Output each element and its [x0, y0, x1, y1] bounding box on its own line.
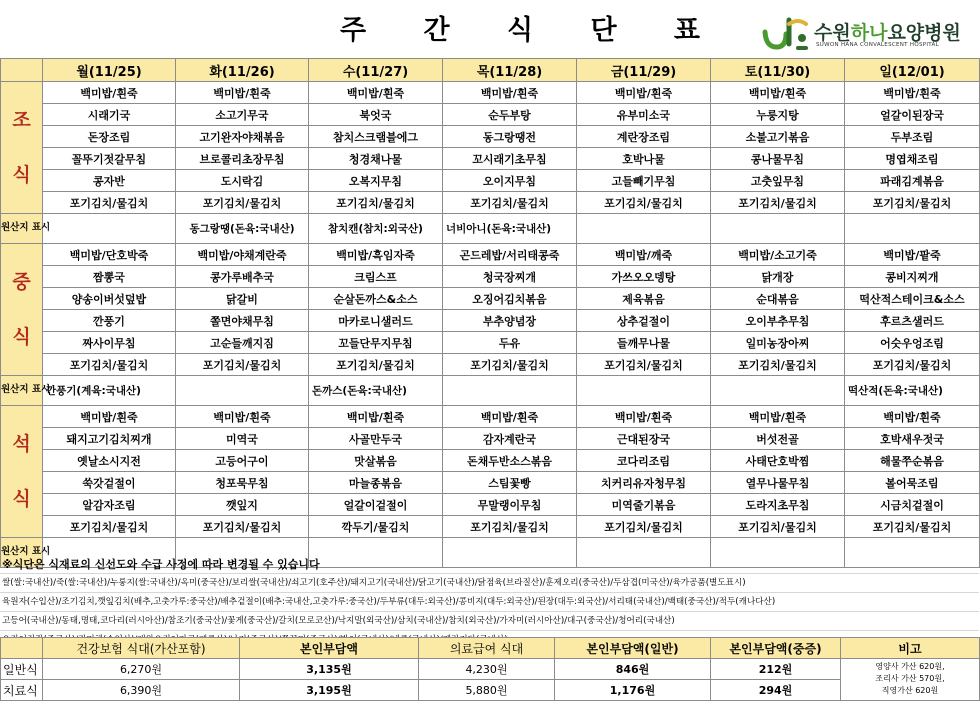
menu-item: 콩나물무침	[711, 148, 845, 170]
hospital-logo-icon	[762, 14, 810, 54]
menu-item: 옛날소시지전	[43, 450, 176, 472]
origin-label: 원산지 표시	[1, 214, 43, 244]
menu-item: 고기완자야채볶음	[176, 126, 309, 148]
menu-item: 맛살볶음	[309, 450, 443, 472]
menu-item: 돼지고기김치찌개	[43, 428, 176, 450]
menu-item: 백미밥/흰죽	[43, 82, 176, 104]
menu-item: 백미밥/흰죽	[845, 82, 980, 104]
menu-item: 청포묵무침	[176, 472, 309, 494]
menu-item: 감자계란국	[443, 428, 577, 450]
price-row-label: 치료식	[1, 680, 43, 701]
lunch-origin-row	[1, 376, 980, 406]
menu-item: 돈장조림	[43, 126, 176, 148]
price-header: 건강보험 식대(가산포함)	[43, 638, 240, 659]
price-header: 본인부담액	[240, 638, 419, 659]
price-row	[1, 659, 980, 680]
menu-item: 순대볶음	[711, 288, 845, 310]
breakfast-origin-row	[1, 214, 980, 244]
origin-note	[711, 376, 845, 406]
breakfast-row	[1, 82, 980, 104]
memo-line: 영양사 가산 620원,	[875, 662, 945, 671]
menu-item: 치커리유자청무침	[577, 472, 711, 494]
menu-item: 시금치겉절이	[845, 494, 980, 516]
meal-label-char: 식	[12, 487, 31, 510]
menu-item: 오이부추무침	[711, 310, 845, 332]
lunch-row	[1, 310, 980, 332]
menu-item: 마카로니샐러드	[309, 310, 443, 332]
menu-item: 포기김치/물김치	[711, 516, 845, 538]
price-header: 비고	[841, 638, 980, 659]
menu-item: 포기김치/물김치	[309, 354, 443, 376]
menu-item: 파래김계볶음	[845, 170, 980, 192]
origin-note: 참치캔(참치:외국산)	[309, 214, 443, 244]
menu-item: 백미밥/흰죽	[176, 82, 309, 104]
menu-item: 포기김치/물김치	[176, 192, 309, 214]
memo-line: 직영가산 620원	[881, 686, 939, 695]
page-title: 주 간 식 단 표	[340, 15, 725, 46]
dinner-row	[1, 494, 980, 516]
origin-note-line: 고등어(국내산)/동태,명태,코다리(러시아산)/참조기(중국산)/꽃게(중국산)/갈치(모로코산)/낙지말(외국산)/삼치(국내산)/참치(외국산)/가자미(러시아산)/대구(중국산)/청어리(국내산)	[0, 612, 979, 631]
origin-note	[43, 214, 176, 244]
menu-item: 고들빼기무침	[577, 170, 711, 192]
price-cell: 4,230원	[419, 659, 555, 680]
menu-item: 콩비지찌개	[845, 266, 980, 288]
menu-item: 고순들깨지짐	[176, 332, 309, 354]
day-header: 토(11/30)	[711, 59, 845, 82]
change-notice: ※식단은 식재료의 신선도와 수급 사정에 따라 변경될 수 있습니다	[0, 555, 979, 574]
menu-item: 명엽채조림	[845, 148, 980, 170]
meal-label-char: 식	[12, 163, 31, 186]
dinner-row	[1, 406, 980, 428]
menu-item: 쫄면야채무침	[176, 310, 309, 332]
menu-item: 닭개장	[711, 266, 845, 288]
menu-item: 청국장찌개	[443, 266, 577, 288]
menu-item: 포기김치/물김치	[577, 192, 711, 214]
dinner-row	[1, 428, 980, 450]
menu-item: 백미밥/흰죽	[309, 406, 443, 428]
memo-line: 조리사 가산 570원,	[875, 674, 945, 683]
meal-label-char: 중	[12, 271, 31, 294]
menu-item: 버섯전골	[711, 428, 845, 450]
breakfast-row	[1, 170, 980, 192]
origin-note	[711, 214, 845, 244]
menu-item: 두유	[443, 332, 577, 354]
menu-item: 오이지무침	[443, 170, 577, 192]
menu-item: 브로콜리초장무침	[176, 148, 309, 170]
menu-item: 포기김치/물김치	[43, 354, 176, 376]
breakfast-label	[1, 82, 43, 214]
menu-item: 소고기무국	[176, 104, 309, 126]
menu-item: 순두부탕	[443, 104, 577, 126]
menu-item: 동그랑땡전	[443, 126, 577, 148]
menu-item: 볼어묵조림	[845, 472, 980, 494]
menu-item: 호박나물	[577, 148, 711, 170]
menu-item: 돈채두반소스볶음	[443, 450, 577, 472]
menu-item: 포기김치/물김치	[176, 354, 309, 376]
dinner-row	[1, 516, 980, 538]
weekly-menu-table	[0, 58, 980, 568]
origin-note: 떡산적(돈육:국내산)	[845, 376, 980, 406]
lunch-row	[1, 354, 980, 376]
notes-section	[0, 555, 979, 650]
menu-item: 곤드레밥/서리태콩죽	[443, 244, 577, 266]
meal-label-char: 식	[12, 325, 31, 348]
menu-item: 사골만두국	[309, 428, 443, 450]
menu-item: 백미밥/팥죽	[845, 244, 980, 266]
menu-item: 백미밥/흰죽	[711, 406, 845, 428]
menu-item: 백미밥/흰죽	[443, 406, 577, 428]
day-header: 월(11/25)	[43, 59, 176, 82]
menu-item: 코다리조림	[577, 450, 711, 472]
price-header: 본인부담액(중증)	[711, 638, 841, 659]
hospital-name: 수원하나요양병원	[814, 22, 961, 44]
price-cell: 294원	[711, 680, 841, 701]
menu-item: 짬뽕국	[43, 266, 176, 288]
menu-item: 백미밥/흰죽	[577, 82, 711, 104]
menu-item: 해물쭈순볶음	[845, 450, 980, 472]
origin-label: 원산지 표시	[1, 538, 43, 568]
menu-item: 북엇국	[309, 104, 443, 126]
breakfast-row	[1, 126, 980, 148]
menu-item: 얼갈이겉절이	[309, 494, 443, 516]
price-corner	[1, 638, 43, 659]
price-cell: 3,195원	[240, 680, 419, 701]
menu-item: 도시락김	[176, 170, 309, 192]
meal-label-char: 석	[12, 433, 31, 456]
menu-item: 계란장조림	[577, 126, 711, 148]
menu-item: 부추양념장	[443, 310, 577, 332]
price-row-label: 일반식	[1, 659, 43, 680]
price-cell: 1,176원	[555, 680, 711, 701]
menu-item: 깻잎지	[176, 494, 309, 516]
price-cell: 212원	[711, 659, 841, 680]
menu-item: 크림스프	[309, 266, 443, 288]
menu-item: 누룽지탕	[711, 104, 845, 126]
menu-item: 순살돈까스&소스	[309, 288, 443, 310]
origin-note	[176, 376, 309, 406]
menu-item: 시래기국	[43, 104, 176, 126]
origin-note	[443, 376, 577, 406]
origin-note: 깐풍기(계육:국내산)	[43, 376, 176, 406]
origin-note: 돈까스(돈육:국내산)	[309, 376, 443, 406]
menu-item: 들깨무나물	[577, 332, 711, 354]
day-header-row	[1, 59, 980, 82]
menu-item: 참치스크램블에그	[309, 126, 443, 148]
menu-item: 포기김치/물김치	[845, 516, 980, 538]
menu-item: 포기김치/물김치	[176, 516, 309, 538]
menu-item: 포기김치/물김치	[443, 192, 577, 214]
menu-item: 열무나물무침	[711, 472, 845, 494]
menu-item: 알감자조림	[43, 494, 176, 516]
menu-item: 청경채나물	[309, 148, 443, 170]
origin-note	[845, 214, 980, 244]
menu-item: 백미밥/흰죽	[43, 406, 176, 428]
price-cell: 5,880원	[419, 680, 555, 701]
menu-item: 꼬들단무지무침	[309, 332, 443, 354]
origin-note-line: 육원자(수입산)/조기김치,깻잎김치(배추,고춧가루:중국산)/배추겉절이(배추:국내산,고춧가루:중국산)/두부류(대두:외국산)/콩비지(대두:외국산)/된장(대두:외국산)/서리태(국내산)/백태(중국산)/적두(캐나다산)	[0, 593, 979, 612]
menu-item: 오복지무침	[309, 170, 443, 192]
menu-item: 백미밥/흑임자죽	[309, 244, 443, 266]
lunch-row	[1, 288, 980, 310]
origin-note	[577, 214, 711, 244]
menu-item: 백미밥/야채계란죽	[176, 244, 309, 266]
menu-item: 백미밥/흰죽	[577, 406, 711, 428]
price-header: 본인부담액(일반)	[555, 638, 711, 659]
menu-item: 짜사이무침	[43, 332, 176, 354]
menu-item: 양송이버섯덮밥	[43, 288, 176, 310]
lunch-row	[1, 332, 980, 354]
menu-item: 미역국	[176, 428, 309, 450]
menu-item: 포기김치/물김치	[443, 354, 577, 376]
menu-item: 포기김치/물김치	[443, 516, 577, 538]
origin-label: 원산지 표시	[1, 376, 43, 406]
menu-item: 꼬시래기초무침	[443, 148, 577, 170]
menu-item: 일미농장아찌	[711, 332, 845, 354]
menu-item: 고등어구이	[176, 450, 309, 472]
lunch-row	[1, 266, 980, 288]
menu-item: 백미밥/흰죽	[309, 82, 443, 104]
menu-item: 닭갈비	[176, 288, 309, 310]
menu-item: 마늘종볶음	[309, 472, 443, 494]
origin-note	[577, 376, 711, 406]
price-header-row	[1, 638, 980, 659]
menu-item: 후르츠샐러드	[845, 310, 980, 332]
lunch-row	[1, 244, 980, 266]
menu-item: 백미밥/소고기죽	[711, 244, 845, 266]
menu-item: 백미밥/흰죽	[711, 82, 845, 104]
price-cell: 3,135원	[240, 659, 419, 680]
day-header: 화(11/26)	[176, 59, 309, 82]
menu-item: 어슷우엉조림	[845, 332, 980, 354]
menu-item: 소불고기볶음	[711, 126, 845, 148]
menu-item: 쑥갓겉절이	[43, 472, 176, 494]
menu-item: 콩자반	[43, 170, 176, 192]
menu-item: 포기김치/물김치	[43, 192, 176, 214]
menu-item: 근대된장국	[577, 428, 711, 450]
corner-cell	[1, 59, 43, 82]
dinner-row	[1, 472, 980, 494]
price-cell: 6,390원	[43, 680, 240, 701]
menu-item: 포기김치/물김치	[845, 354, 980, 376]
menu-item: 유부미소국	[577, 104, 711, 126]
menu-item: 포기김치/물김치	[309, 192, 443, 214]
menu-item: 깍두기/물김치	[309, 516, 443, 538]
day-header: 목(11/28)	[443, 59, 577, 82]
menu-item: 포기김치/물김치	[577, 516, 711, 538]
menu-item: 백미밥/흰죽	[443, 82, 577, 104]
meal-price-table	[0, 637, 980, 701]
price-cell: 846원	[555, 659, 711, 680]
breakfast-row	[1, 104, 980, 126]
menu-item: 포기김치/물김치	[711, 192, 845, 214]
menu-item: 사태단호박찜	[711, 450, 845, 472]
price-row	[1, 680, 980, 701]
menu-item: 포기김치/물김치	[43, 516, 176, 538]
menu-item: 얼갈이된장국	[845, 104, 980, 126]
origin-note: 너비아니(돈육:국내산)	[443, 214, 577, 244]
menu-item: 미역줄기볶음	[577, 494, 711, 516]
hospital-subtitle: SUWON HANA CONVALESCENT HOSPITAL	[816, 42, 939, 48]
price-cell: 6,270원	[43, 659, 240, 680]
menu-item: 콩가루배추국	[176, 266, 309, 288]
breakfast-row	[1, 192, 980, 214]
menu-item: 포기김치/물김치	[577, 354, 711, 376]
menu-item: 백미밥/깨죽	[577, 244, 711, 266]
menu-item: 오징어김치볶음	[443, 288, 577, 310]
menu-item: 포기김치/물김치	[711, 354, 845, 376]
menu-item: 도라지초무침	[711, 494, 845, 516]
menu-item: 깐풍기	[43, 310, 176, 332]
menu-item: 두부조림	[845, 126, 980, 148]
day-header: 수(11/27)	[309, 59, 443, 82]
origin-note: 동그랑땡(돈육:국내산)	[176, 214, 309, 244]
menu-item: 백미밥/흰죽	[176, 406, 309, 428]
day-header: 금(11/29)	[577, 59, 711, 82]
price-header: 의료급여 식대	[419, 638, 555, 659]
menu-item: 백미밥/흰죽	[845, 406, 980, 428]
hospital-logo	[762, 14, 977, 54]
menu-item: 가쓰오오뎅탕	[577, 266, 711, 288]
day-header: 일(12/01)	[845, 59, 980, 82]
menu-item: 상추겉절이	[577, 310, 711, 332]
lunch-label	[1, 244, 43, 376]
menu-item: 떡산적스테이크&소스	[845, 288, 980, 310]
menu-item: 무말랭이무침	[443, 494, 577, 516]
meal-label-char: 조	[12, 109, 31, 132]
menu-item: 제육볶음	[577, 288, 711, 310]
menu-item: 스팀꽃빵	[443, 472, 577, 494]
menu-item: 호박새우젓국	[845, 428, 980, 450]
menu-item: 백미밥/단호박죽	[43, 244, 176, 266]
menu-item: 포기김치/물김치	[845, 192, 980, 214]
dinner-row	[1, 450, 980, 472]
menu-item: 꼴뚜기젓갈무침	[43, 148, 176, 170]
origin-note-line: 쌀(쌀:국내산)/죽(쌀:국내산)/누룽지(쌀:국내산)/옥미(중국산)/보리쌀(국내산)/쇠고기(호주산)/돼지고기(국내산)/닭고기(국내산)/닭점육(브라질산)/훈제오리(중국산)/두삼겹(미국산)/육가공품(별도표시)	[0, 574, 979, 593]
menu-item: 고춧잎무침	[711, 170, 845, 192]
price-memo	[841, 659, 980, 701]
breakfast-row	[1, 148, 980, 170]
dinner-label	[1, 406, 43, 538]
header	[0, 0, 979, 58]
